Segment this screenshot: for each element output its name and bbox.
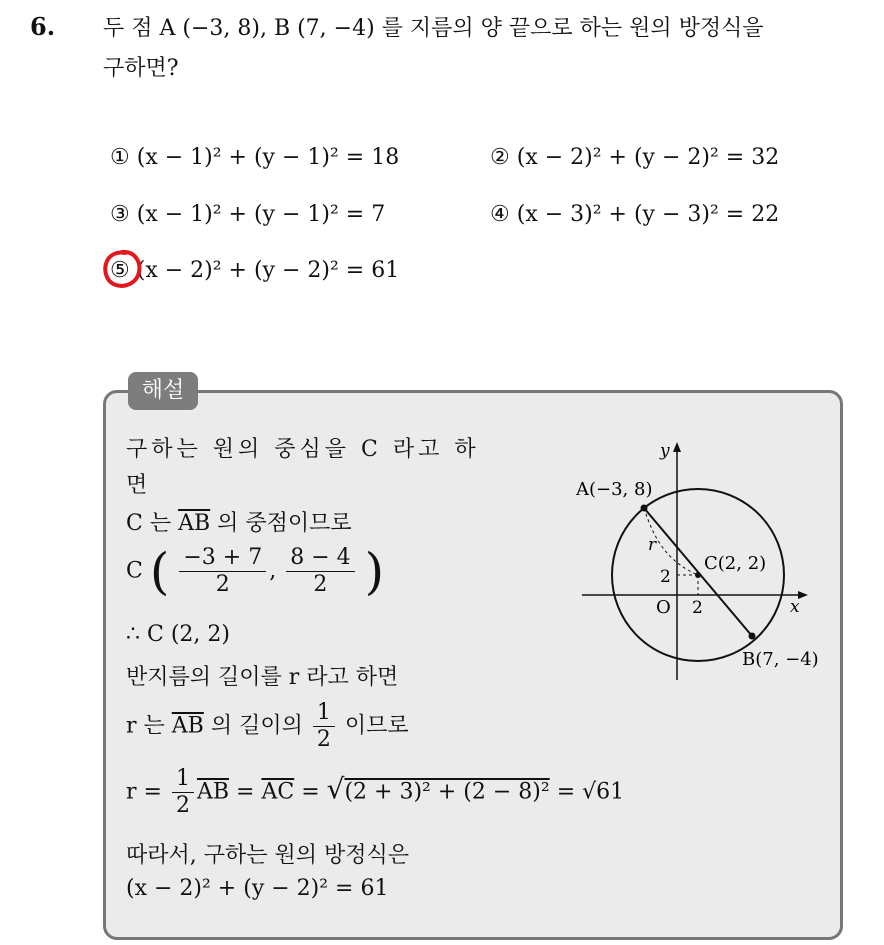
solution-line9: 따라서, 구하는 원의 방정식은 xyxy=(126,843,409,868)
solution-line1: 구하는 원의 중심을 C 라고 하 xyxy=(126,437,480,462)
label-r: r xyxy=(648,535,657,555)
solution-line8: r = $\frac{1}{2}$ $\overline{AB} = \overline{AC} = √(2 + 3)^2 + (2 - 8)^2 = √61$ xyxy=(126,766,625,818)
option-5-label: ⑤ xyxy=(110,258,130,283)
option-2-label: ② xyxy=(490,145,510,170)
circle-diagram xyxy=(568,440,834,690)
question-text-line1: 두 점 A (−3, 8), B (7, −4) 를 지름의 양 끝으로 하는 원의 방정식을 xyxy=(103,16,764,41)
solution-line5: ∴ C (2, 2) xyxy=(126,622,230,647)
option-3[interactable] xyxy=(110,202,385,227)
label-y: y xyxy=(660,441,670,461)
option-5-expr: (x − 2)² + (y − 2)² = 61 xyxy=(136,258,400,283)
option-4-label: ④ xyxy=(490,202,510,227)
point-a xyxy=(641,505,648,512)
fraction-y: $\frac{8 - 4}{2}$ xyxy=(286,545,354,598)
solution-line7: r 는 $\overline{AB}$ 의 길이의 $\frac{1}{2}$ 이므로 xyxy=(126,700,409,752)
point-c xyxy=(695,572,701,578)
option-4-expr: (x − 3)² + (y − 3)² = 22 xyxy=(516,202,780,227)
segment-ab: $\overline{AB}$ xyxy=(178,511,211,536)
solution-line3: C 는 $\overline{AB}$ 의 중점이므로 xyxy=(126,511,352,536)
option-5[interactable] xyxy=(110,258,399,283)
fraction-x: $\frac{-3 + 7}{2}$ xyxy=(179,545,266,598)
label-a: A(−3, 8) xyxy=(576,479,653,500)
label-c: C(2, 2) xyxy=(704,553,767,574)
label-2x: 2 xyxy=(692,598,703,618)
question-text-line2: 구하면? xyxy=(103,56,179,81)
solution-line10: (x − 2)² + (y − 2)² = 61 xyxy=(126,876,389,901)
label-b: B(7, −4) xyxy=(742,649,819,670)
point-b xyxy=(749,633,756,640)
option-3-label: ③ xyxy=(110,202,130,227)
option-1[interactable] xyxy=(110,145,399,170)
option-3-expr: (x − 1)² + (y − 1)² = 7 xyxy=(136,202,386,227)
option-2-expr: (x − 2)² + (y − 2)² = 32 xyxy=(516,145,780,170)
option-2[interactable] xyxy=(490,145,779,170)
answer-mark-icon xyxy=(101,248,143,290)
label-2y: 2 xyxy=(660,567,671,587)
label-x: x xyxy=(790,597,800,617)
solution-line2: 면 xyxy=(126,473,148,498)
solution-line6: 반지름의 길이를 r 라고 하면 xyxy=(126,665,399,690)
solution-tag: 해설 xyxy=(128,372,198,410)
question-number: 6. xyxy=(30,12,56,41)
option-4[interactable] xyxy=(490,202,779,227)
option-1-label: ① xyxy=(110,145,130,170)
option-1-expr: (x − 1)² + (y − 1)² = 18 xyxy=(136,145,400,170)
solution-line4: C ( $\frac{-3 + 7}{2}$ , $\frac{8 - 4}{2}$ ) xyxy=(126,542,385,601)
label-o: O xyxy=(656,597,671,618)
y-axis-arrow-icon xyxy=(673,442,681,452)
